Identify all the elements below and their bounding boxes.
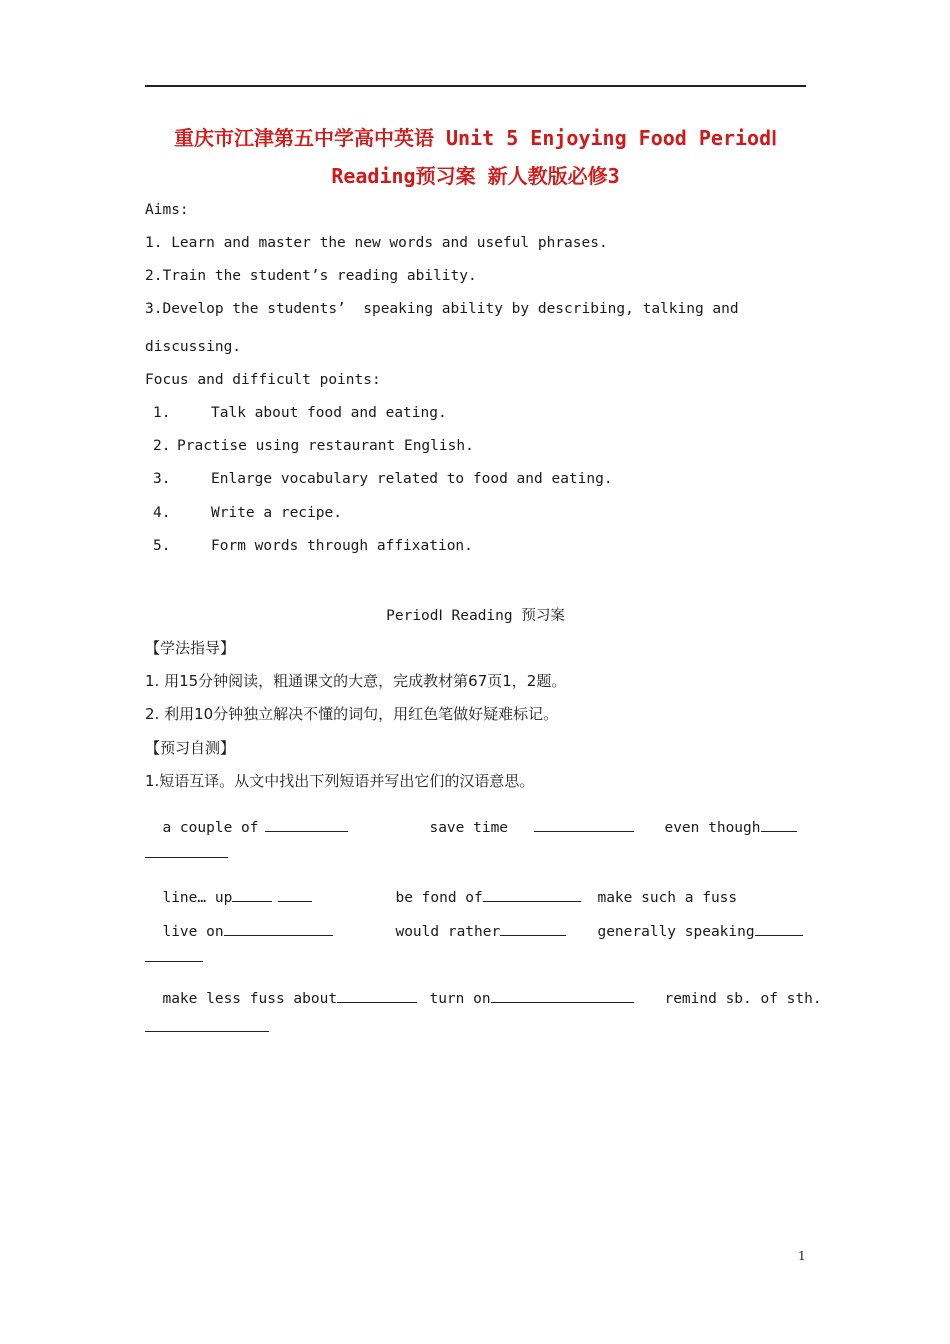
phrase-item: even though — [647, 804, 797, 836]
doc-title-line2: Reading预习案 新人教版必修3 — [331, 164, 620, 188]
phrase-item: save time — [412, 804, 634, 836]
test-instruction: 1.短语互译。从文中找出下列短语并写出它们的汉语意思。 — [145, 772, 535, 790]
guide-item: 1. 用15分钟阅读，粗通课文的大意，完成教材第67页1，2题。 — [145, 672, 567, 690]
doc-title-line1: 重庆市江津第五中学高中英语 Unit 5 Enjoying Food PeriodⅠ — [173, 126, 778, 150]
phrase-item: be fond of — [378, 874, 581, 906]
answer-blank-cont[interactable] — [145, 961, 203, 962]
answer-blank[interactable] — [755, 934, 803, 936]
aims-heading: Aims: — [145, 202, 189, 218]
guide-heading: 【学法指导】 — [145, 639, 236, 657]
header-rule — [145, 85, 806, 87]
focus-num: 1. — [153, 405, 171, 421]
focus-text: Form words through affixation. — [211, 538, 473, 554]
answer-blank[interactable] — [232, 900, 272, 902]
answer-blank[interactable] — [761, 830, 797, 832]
guide-item: 2. 利用10分钟独立解决不懂的词句，用红色笔做好疑难标记。 — [145, 705, 559, 723]
phrase-item: turn on — [412, 975, 634, 1007]
focus-text: Enlarge vocabulary related to food and eating. — [211, 471, 613, 487]
focus-num: 4. — [153, 505, 171, 521]
phrase-item: line… up — [145, 874, 312, 906]
phrase-item: remind sb. of sth. — [664, 991, 822, 1007]
answer-blank[interactable] — [483, 900, 581, 902]
focus-text: Practise using restaurant English. — [177, 438, 474, 454]
answer-blank[interactable] — [278, 900, 312, 902]
answer-blank[interactable] — [491, 1001, 634, 1003]
aim-item: 2.Train the student’s reading ability. — [145, 268, 477, 284]
period-heading: PeriodⅠ Reading 预习案 — [386, 608, 565, 624]
focus-num: 5. — [153, 538, 171, 554]
aim-item: 1. Learn and master the new words and useful phrases. — [145, 235, 608, 251]
page-number: 1 — [798, 1249, 806, 1263]
focus-num: 2. — [153, 438, 171, 454]
focus-heading: Focus and difficult points: — [145, 372, 381, 388]
answer-blank-cont[interactable] — [145, 857, 228, 858]
aim-item-cont: discussing. — [145, 339, 242, 355]
phrase-item: make less fuss about — [145, 975, 417, 1007]
phrase-item: make such a fuss — [597, 890, 738, 906]
focus-text: Write a recipe. — [211, 505, 342, 521]
answer-blank[interactable] — [534, 830, 634, 832]
aim-item: 3.Develop the students’ speaking ability by describing, talking and — [145, 301, 739, 317]
phrase-item: live on — [145, 908, 333, 940]
answer-blank[interactable] — [224, 934, 333, 936]
phrase-item: generally speaking — [580, 908, 803, 940]
answer-blank-cont[interactable] — [145, 1031, 269, 1032]
test-heading: 【预习自测】 — [145, 739, 236, 757]
focus-text: Talk about food and eating. — [211, 405, 447, 421]
focus-num: 3. — [153, 471, 171, 487]
phrase-item: would rather — [378, 908, 566, 940]
answer-blank[interactable] — [500, 934, 566, 936]
answer-blank[interactable] — [337, 1001, 417, 1003]
phrase-item: a couple of — [145, 804, 348, 836]
answer-blank[interactable] — [265, 830, 348, 832]
